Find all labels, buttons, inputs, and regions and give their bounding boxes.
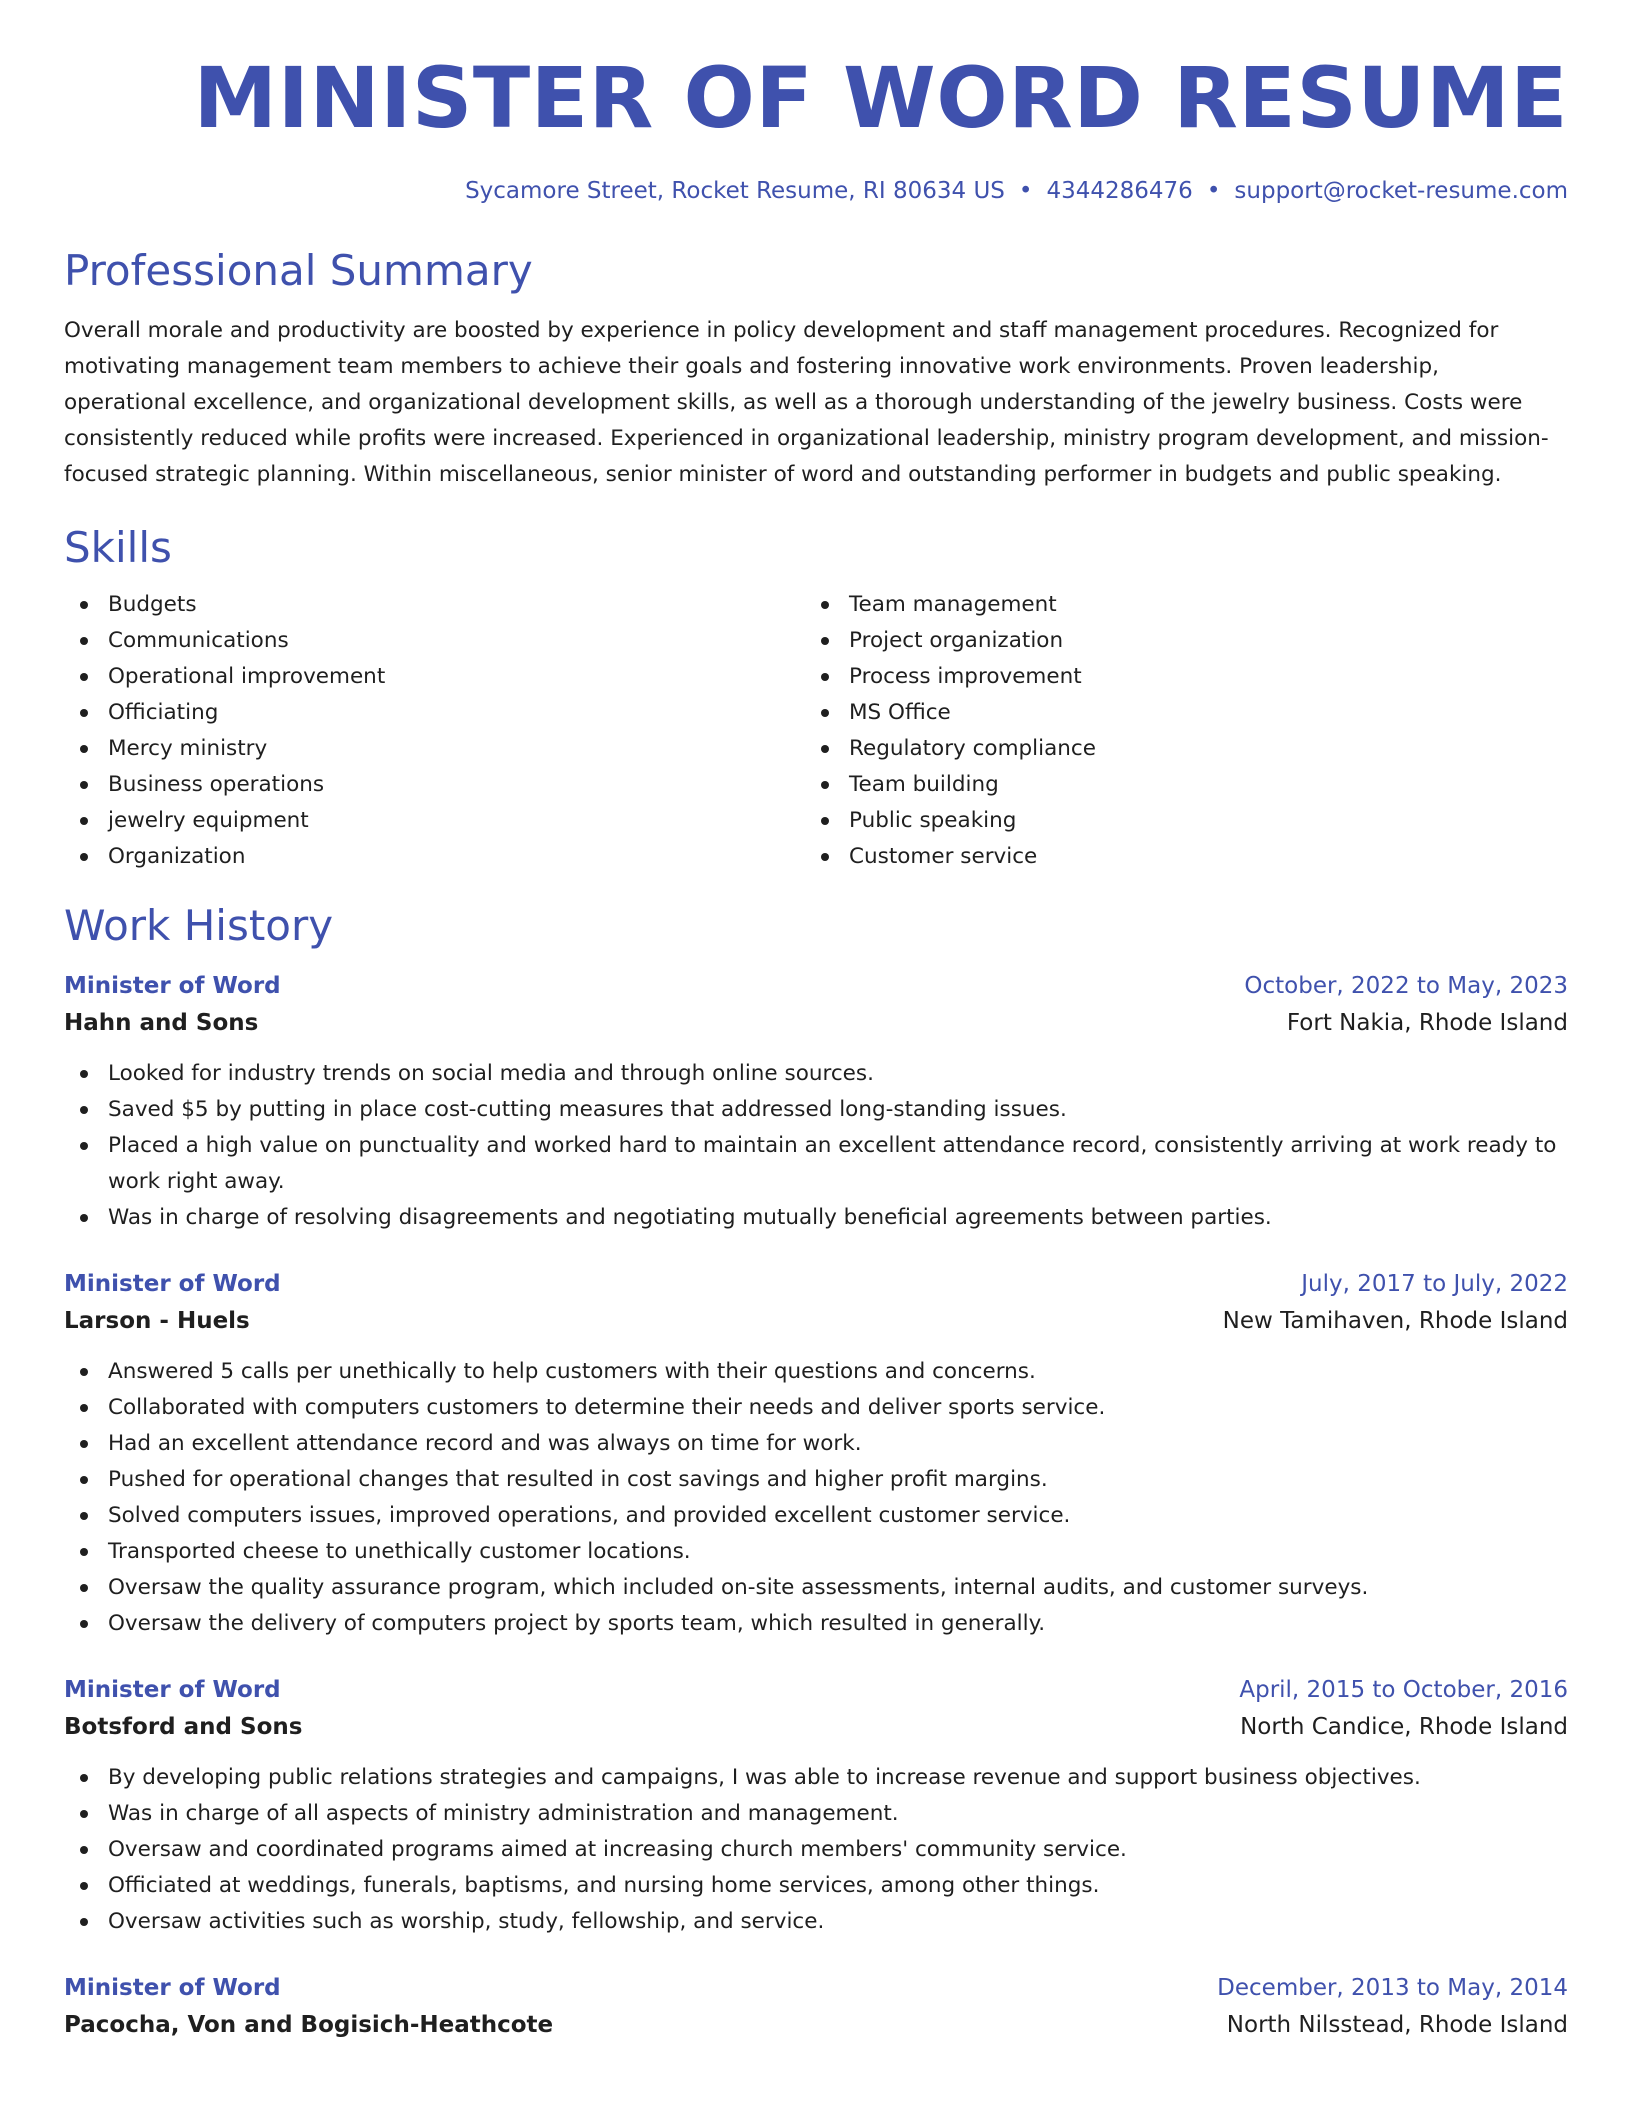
job-dates: December, 2013 to May, 2014 — [1217, 1974, 1568, 2001]
skill-item-text: Project organization — [849, 628, 1064, 654]
skill-item — [805, 767, 1546, 803]
job-duties-list — [64, 1056, 1568, 1236]
skill-item — [64, 767, 805, 803]
skill-item — [64, 659, 805, 695]
skill-item-text: Team building — [849, 772, 999, 798]
job-entry — [64, 1672, 1568, 1940]
bullet-icon — [80, 1620, 88, 1628]
job-location: New Tamihaven, Rhode Island — [1222, 1307, 1568, 1334]
job-duty-item-text: Officiated at weddings, funerals, baptisms, and nursing home services, among other things. — [108, 1872, 1100, 1898]
skills-column-right — [805, 587, 1546, 875]
bullet-icon — [80, 1846, 88, 1854]
bullet-icon — [80, 781, 88, 789]
job-duty-item — [64, 1128, 1568, 1200]
job-entry — [64, 968, 1568, 1236]
skill-item-text: Organization — [108, 844, 246, 870]
job-title-row — [64, 1970, 1568, 2006]
job-duty-item — [64, 1354, 1568, 1390]
job-duty-item — [64, 1570, 1568, 1606]
job-title: Minister of Word — [64, 1974, 281, 2001]
job-duty-item-text: Looked for industry trends on social media and through online sources. — [108, 1060, 874, 1086]
bullet-icon — [80, 1214, 88, 1222]
job-dates: October, 2022 to May, 2023 — [1244, 972, 1568, 999]
bullet-icon — [821, 745, 829, 753]
job-company-row — [64, 1708, 1568, 1746]
skill-item — [805, 695, 1546, 731]
job-title: Minister of Word — [64, 972, 281, 999]
skill-item-text: Mercy ministry — [108, 736, 268, 762]
job-duty-item — [64, 1462, 1568, 1498]
job-duty-item — [64, 1832, 1568, 1868]
skill-item-text: Public speaking — [849, 808, 1017, 834]
skill-item — [64, 839, 805, 875]
bullet-icon — [80, 1070, 88, 1078]
bullet-icon — [80, 1918, 88, 1926]
skill-item-text: Team management — [849, 592, 1057, 618]
skill-item — [64, 731, 805, 767]
work-history-heading: Work History — [64, 901, 334, 951]
job-company-row — [64, 1302, 1568, 1340]
job-duty-item — [64, 1904, 1568, 1940]
job-duty-item — [64, 1498, 1568, 1534]
job-duty-item-text: Oversaw the delivery of computers project by sports team, which resulted in generally. — [108, 1610, 1046, 1636]
bullet-icon — [80, 1512, 88, 1520]
skill-item-text: Business operations — [108, 772, 325, 798]
contact-separator: • — [1018, 177, 1033, 204]
bullet-icon — [80, 637, 88, 645]
skill-item — [64, 587, 805, 623]
skill-item-text: Communications — [108, 628, 289, 654]
contact-email[interactable]: support@rocket-resume.com — [1234, 177, 1568, 204]
job-duty-item — [64, 1796, 1568, 1832]
bullet-icon — [821, 601, 829, 609]
job-title: Minister of Word — [64, 1270, 281, 1297]
bullet-icon — [821, 781, 829, 789]
contact-phone: 4344286476 — [1046, 177, 1193, 204]
bullet-icon — [80, 1810, 88, 1818]
job-company: Pacocha, Von and Bogisich-Heathcote — [64, 2011, 554, 2038]
bullet-icon — [80, 745, 88, 753]
skill-item — [805, 659, 1546, 695]
skill-item — [805, 623, 1546, 659]
bullet-icon — [80, 817, 88, 825]
bullet-icon — [80, 1548, 88, 1556]
job-duties-list — [64, 1760, 1568, 1940]
resume-name: MINISTER OF WORD RESUME — [193, 49, 1568, 147]
job-duty-item-text: Collaborated with computers customers to determine their needs and deliver sports service. — [108, 1394, 1106, 1420]
job-duty-item — [64, 1606, 1568, 1642]
job-duty-item — [64, 1426, 1568, 1462]
job-duty-item-text: Transported cheese to unethically customer locations. — [108, 1538, 691, 1564]
bullet-icon — [80, 1142, 88, 1150]
bullet-icon — [80, 601, 88, 609]
job-title-row — [64, 1266, 1568, 1302]
skill-item-text: jewelry equipment — [108, 808, 309, 834]
work-history-list — [64, 968, 1568, 2044]
summary-text: Overall morale and productivity are boosted by experience in policy development and staff management procedures. Recognized for motivating management team members to achieve their goals and fostering innovative work environments. Proven leadership, operational excellence, and organizational development skills, as well as a thorough understanding of the jewelry business. Costs were consistently reduced while profits were increased. Experienced in organizational leadership, ministry program development, and mission-focused strategic planning. Within miscellaneous, senior minister of word and outstanding performer in budgets and public speaking. — [64, 317, 1549, 487]
job-location: Fort Nakia, Rhode Island — [1286, 1009, 1568, 1036]
skill-item-text: Officiating — [108, 700, 219, 726]
job-title: Minister of Word — [64, 1676, 281, 1703]
job-dates: April, 2015 to October, 2016 — [1239, 1676, 1568, 1703]
job-duty-item — [64, 1390, 1568, 1426]
skill-item-text: Regulatory compliance — [849, 736, 1096, 762]
contact-separator: • — [1206, 177, 1221, 204]
job-title-row — [64, 1672, 1568, 1708]
job-duty-item-text: Oversaw and coordinated programs aimed at increasing church members' community service. — [108, 1836, 1127, 1862]
skills-column-left — [64, 587, 805, 875]
bullet-icon — [821, 817, 829, 825]
job-company: Botsford and Sons — [64, 1713, 303, 1740]
bullet-icon — [80, 853, 88, 861]
summary-heading: Professional Summary — [64, 246, 533, 296]
skill-item — [805, 587, 1546, 623]
bullet-icon — [80, 1404, 88, 1412]
job-duty-item — [64, 1534, 1568, 1570]
job-company: Hahn and Sons — [64, 1009, 259, 1036]
skill-item-text: Customer service — [849, 844, 1038, 870]
bullet-icon — [821, 709, 829, 717]
job-duty-item — [64, 1760, 1568, 1796]
bullet-icon — [821, 673, 829, 681]
skills-heading: Skills — [64, 522, 172, 572]
job-duty-item-text: Oversaw the quality assurance program, which included on-site assessments, internal audits, and customer surveys. — [108, 1574, 1369, 1600]
job-duty-item-text: Oversaw activities such as worship, study, fellowship, and service. — [108, 1908, 825, 1934]
skill-item — [805, 803, 1546, 839]
job-duty-item-text: Pushed for operational changes that resulted in cost savings and higher profit margins. — [108, 1466, 1048, 1492]
job-duty-item-text: By developing public relations strategies and campaigns, I was able to increase revenue and support business objectives. — [108, 1764, 1421, 1790]
bullet-icon — [80, 1476, 88, 1484]
job-duties-list — [64, 1354, 1568, 1642]
job-entry — [64, 1266, 1568, 1642]
skill-item — [805, 839, 1546, 875]
job-location: North Candice, Rhode Island — [1240, 1713, 1568, 1740]
bullet-icon — [80, 673, 88, 681]
bullet-icon — [821, 853, 829, 861]
job-company: Larson - Huels — [64, 1307, 250, 1334]
contact-address: Sycamore Street, Rocket Resume, RI 80634 US — [465, 177, 1005, 204]
bullet-icon — [80, 709, 88, 717]
bullet-icon — [80, 1368, 88, 1376]
job-duty-item-text: Was in charge of resolving disagreements and negotiating mutually beneficial agreements between parties. — [108, 1204, 1272, 1230]
job-dates: July, 2017 to July, 2022 — [1301, 1270, 1568, 1297]
job-duty-item-text: Solved computers issues, improved operations, and provided excellent customer service. — [108, 1502, 1071, 1528]
bullet-icon — [821, 637, 829, 645]
skill-item-text: Operational improvement — [108, 664, 386, 690]
skill-item — [64, 803, 805, 839]
job-location: North Nilsstead, Rhode Island — [1226, 2011, 1568, 2038]
job-duty-item — [64, 1056, 1568, 1092]
skills-list — [64, 587, 1568, 875]
job-company-row — [64, 2006, 1568, 2044]
job-title-row — [64, 968, 1568, 1004]
job-entry — [64, 1970, 1568, 2044]
job-duty-item-text: Was in charge of all aspects of ministry administration and management. — [108, 1800, 899, 1826]
contact-line — [64, 177, 1568, 207]
skill-item — [64, 695, 805, 731]
job-duty-item-text: Placed a high value on punctuality and worked hard to maintain an excellent attendance record, consistently arriving at work ready to work right away. — [108, 1132, 1557, 1194]
bullet-icon — [80, 1440, 88, 1448]
job-duty-item-text: Had an excellent attendance record and was always on time for work. — [108, 1430, 862, 1456]
skill-item — [805, 731, 1546, 767]
bullet-icon — [80, 1106, 88, 1114]
job-company-row — [64, 1004, 1568, 1042]
bullet-icon — [80, 1584, 88, 1592]
skill-item-text: Budgets — [108, 592, 197, 618]
job-duty-item — [64, 1200, 1568, 1236]
bullet-icon — [80, 1882, 88, 1890]
skill-item-text: Process improvement — [849, 664, 1082, 690]
skill-item-text: MS Office — [849, 700, 951, 726]
bullet-icon — [80, 1774, 88, 1782]
skill-item — [64, 623, 805, 659]
job-duty-item — [64, 1868, 1568, 1904]
job-duty-item-text: Answered 5 calls per unethically to help customers with their questions and concerns. — [108, 1358, 1036, 1384]
job-duty-item-text: Saved $5 by putting in place cost-cutting measures that addressed long-standing issues. — [108, 1096, 1067, 1122]
job-duty-item — [64, 1092, 1568, 1128]
